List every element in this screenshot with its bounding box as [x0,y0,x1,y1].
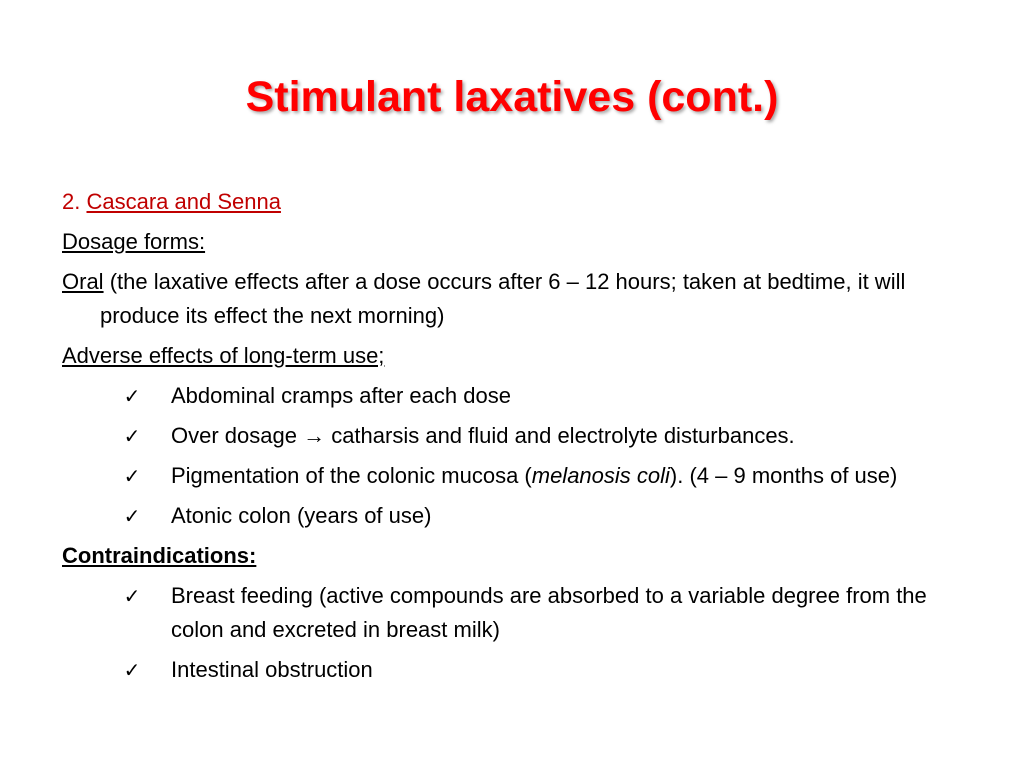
list-item-text: Breast feeding (active compounds are absorbed to a variable degree from the colon and excreted in breast milk) [171,583,927,642]
checkmark-icon: ✓ [123,384,141,408]
adverse-effects-heading: Adverse effects of long-term use; [62,343,385,368]
section-number: 2. [62,189,81,214]
checkmark-icon: ✓ [123,584,141,608]
section-heading [62,185,972,219]
list-item-text: Abdominal cramps after each dose [171,383,511,408]
oral-dosage-paragraph [62,265,972,333]
list-item-italic-term: melanosis coli [531,463,670,488]
list-item-text-start: Pigmentation of the colonic mucosa ( [171,463,532,488]
list-item [62,579,972,647]
contraindications-heading-line [62,539,972,573]
list-item [62,459,972,493]
contraindications-list [62,579,972,687]
checkmark-icon: ✓ [123,424,141,448]
dosage-forms-heading-line [62,225,972,259]
list-item [62,653,972,687]
checkmark-icon: ✓ [123,658,141,682]
list-item-text: Over dosage → catharsis and fluid and electrolyte disturbances. [171,423,795,448]
list-item-text [171,463,897,488]
list-item [62,499,972,533]
list-item-text-end: ). (4 – 9 months of use) [669,463,898,488]
list-item [62,419,972,453]
slide-title: Stimulant laxatives (cont.) [245,73,779,121]
checkmark-icon: ✓ [123,504,141,528]
section-name: Cascara and Senna [86,189,281,214]
contraindications-heading: Contraindications: [62,543,257,568]
oral-route-detail: (the laxative effects after a dose occurs after 6 – 12 hours; taken at bedtime, it will produce its effect the next morning) [100,269,906,328]
list-item-text: Intestinal obstruction [171,657,373,682]
adverse-effects-heading-line [62,339,972,373]
list-item-text: Atonic colon (years of use) [171,503,432,528]
list-item [62,379,972,413]
checkmark-icon: ✓ [123,464,141,488]
dosage-forms-heading: Dosage forms: [62,229,206,254]
adverse-effects-list [62,379,972,533]
oral-route-label: Oral [62,269,104,294]
slide-body [62,185,972,693]
